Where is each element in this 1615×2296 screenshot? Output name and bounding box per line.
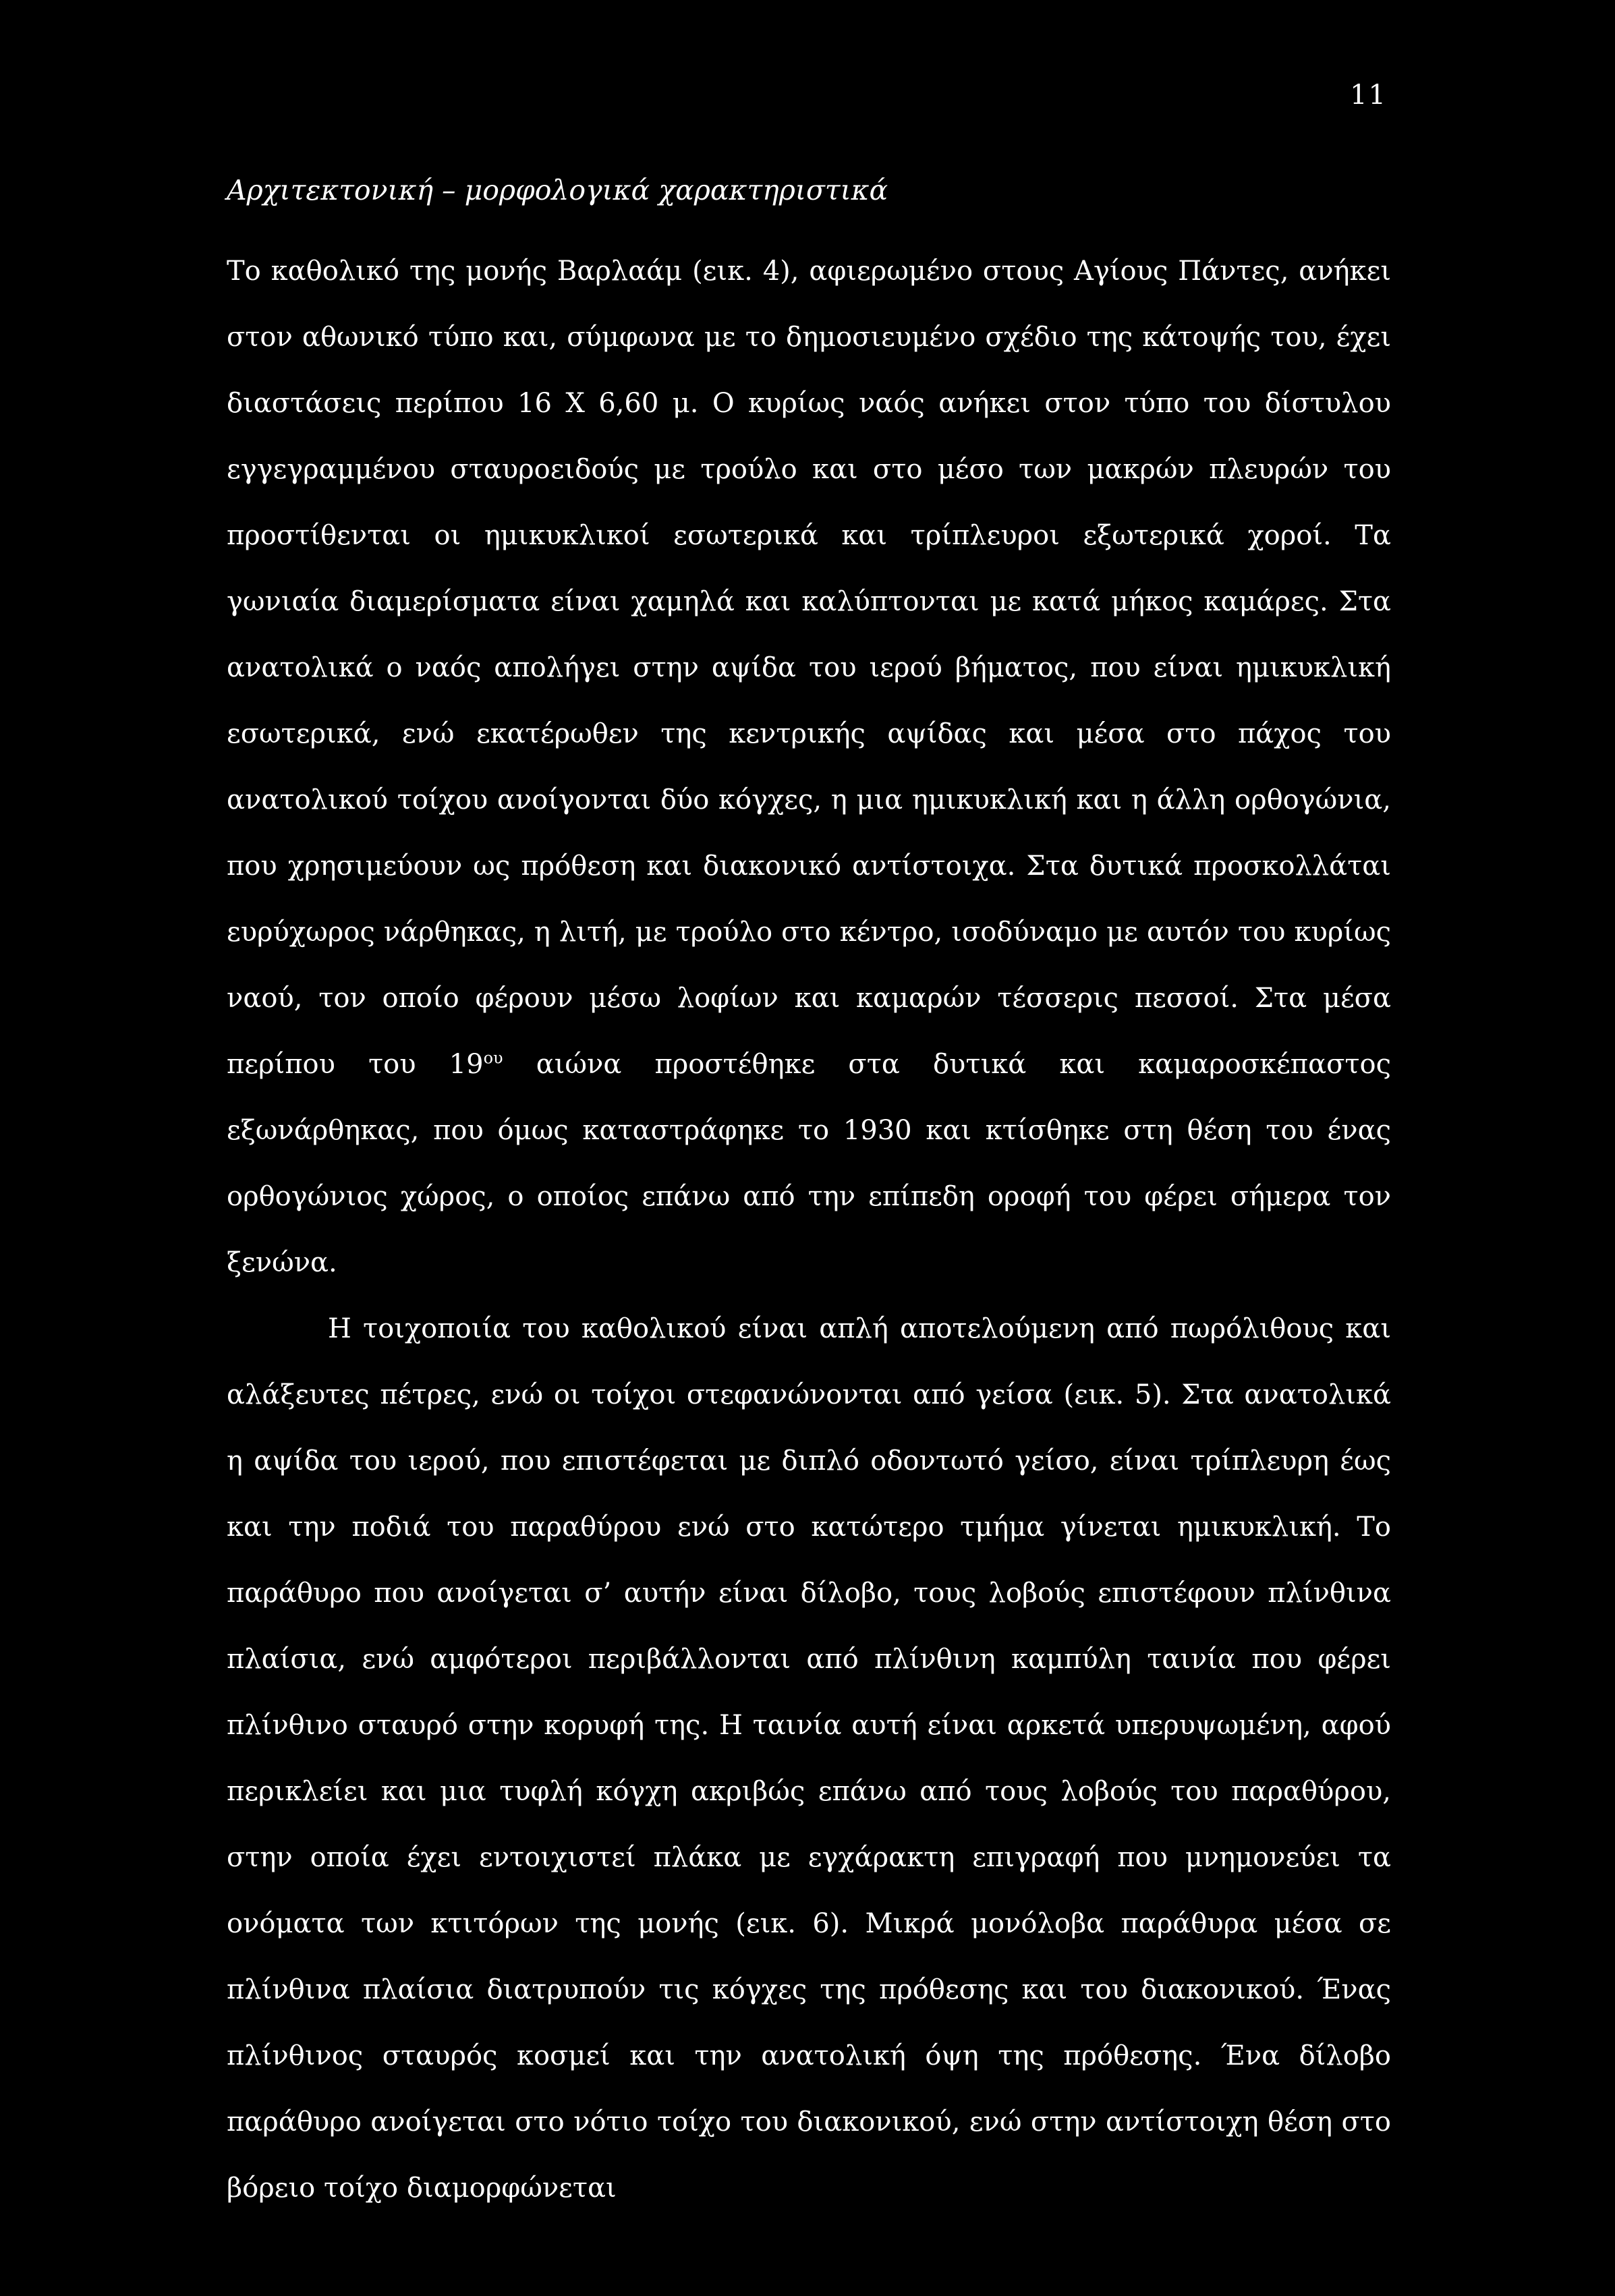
paragraph-text: Το καθολικό της μονής Βαρλαάμ (εικ. 4), αφιερωμένο στους Αγίους Πάντες, ανήκει στον αθωνικό τύπο και, σύμφωνα με το δημοσιευμένο σχέδιο της κάτοψής του, έχει διαστάσεις περίπου 16 Χ 6,60 μ. Ο κυρίως ναός ανήκει στον τύπο του δίστυλου εγγεγραμμένου σταυροειδούς με τρούλο και στο μέσο των μακρών πλευρών του προστίθενται οι ημικυκλικοί εσωτερικά και τρίπλευροι εξωτερικά χοροί. Τα γωνιαία διαμερίσματα είναι χαμηλά και καλύπτονται με κατά μήκος καμάρες. Στα ανατολικά ο ναός απολήγει στην αψίδα του ιερού βήματος, που είναι ημικυκλική εσωτερικά, ενώ εκατέρωθεν της κεντρικής αψίδας και μέσα στο πάχος του ανατολικού τοίχου ανοίγονται δύο κόγχες, η μια ημικυκλική και η άλλη ορθογώνια, που χρησιμεύουν ως πρόθεση και διακονικό αντίστοιχα. Στα δυτικά προσκολλάται ευρύχωρος νάρθηκας, η λιτή, με τρούλο στο κέντρο, ισοδύναμο με αυτόν του κυρίως ναού, τον οποίο φέρουν μέσω λοφίων και καμαρών τέσσερις πεσσοί. Στα μέσα περίπου του 19 xyxy=(227,256,1391,1081)
section-heading: Αρχιτεκτονική – μορφολογικά χαρακτηριστικά xyxy=(227,174,888,206)
page-content xyxy=(227,174,1391,2221)
paragraph-masonry: Η τοιχοποιία του καθολικού είναι απλή αποτελούμενη από πωρόλιθους και αλάξευτες πέτρες, ενώ οι τοίχοι στεφανώνονται από γείσα (εικ. 5). Στα ανατολικά η αψίδα του ιερού, που επιστέφεται με διπλό οδοντωτό γείσο, είναι τρίπλευρη έως και την ποδιά του παραθύρου ενώ στο κατώτερο τμήμα γίνεται ημικυκλική. Το παράθυρο που ανοίγεται σ’ αυτήν είναι δίλοβο, τους λοβούς επιστέφουν πλίνθινα πλαίσια, ενώ αμφότεροι περιβάλλονται από πλίνθινη καμπύλη ταινία που φέρει πλίνθινο σταυρό στην κορυφή της. Η ταινία αυτή είναι αρκετά υπερυψωμένη, αφού περικλείει και μια τυφλή κόγχη ακριβώς επάνω από τους λοβούς του παραθύρου, στην οποία έχει εντοιχιστεί πλάκα με εγχάρακτη επιγραφή που μνημονεύει τα ονόματα των κτιτόρων της μονής (εικ. 6). Μικρά μονόλοβα παράθυρα μέσα σε πλίνθινα πλαίσια διατρυπούν τις κόγχες της πρόθεσης και του διακονικού. Ένας πλίνθινος σταυρός κοσμεί και την ανατολική όψη της πρόθεσης. Ένα δίλοβο παράθυρο ανοίγεται στο νότιο τοίχο του διακονικού, ενώ στην αντίστοιχη θέση στο βόρειο τοίχο διαμορφώνεται xyxy=(227,1313,1391,2204)
page-number: 11 xyxy=(1350,80,1387,111)
paragraph-architecture xyxy=(227,238,1391,1296)
superscript-ordinal: ου xyxy=(483,1048,503,1068)
paragraph-text: αιώνα προστέθηκε στα δυτικά και καμαροσκέπαστος εξωνάρθηκας, που όμως καταστράφηκε το 1930 και κτίσθηκε στη θέση του ένας ορθογώνιος χώρος, ο οποίος επάνω από την επίπεδη οροφή του φέρει σήμερα τον ξενώνα. xyxy=(227,1049,1391,1279)
